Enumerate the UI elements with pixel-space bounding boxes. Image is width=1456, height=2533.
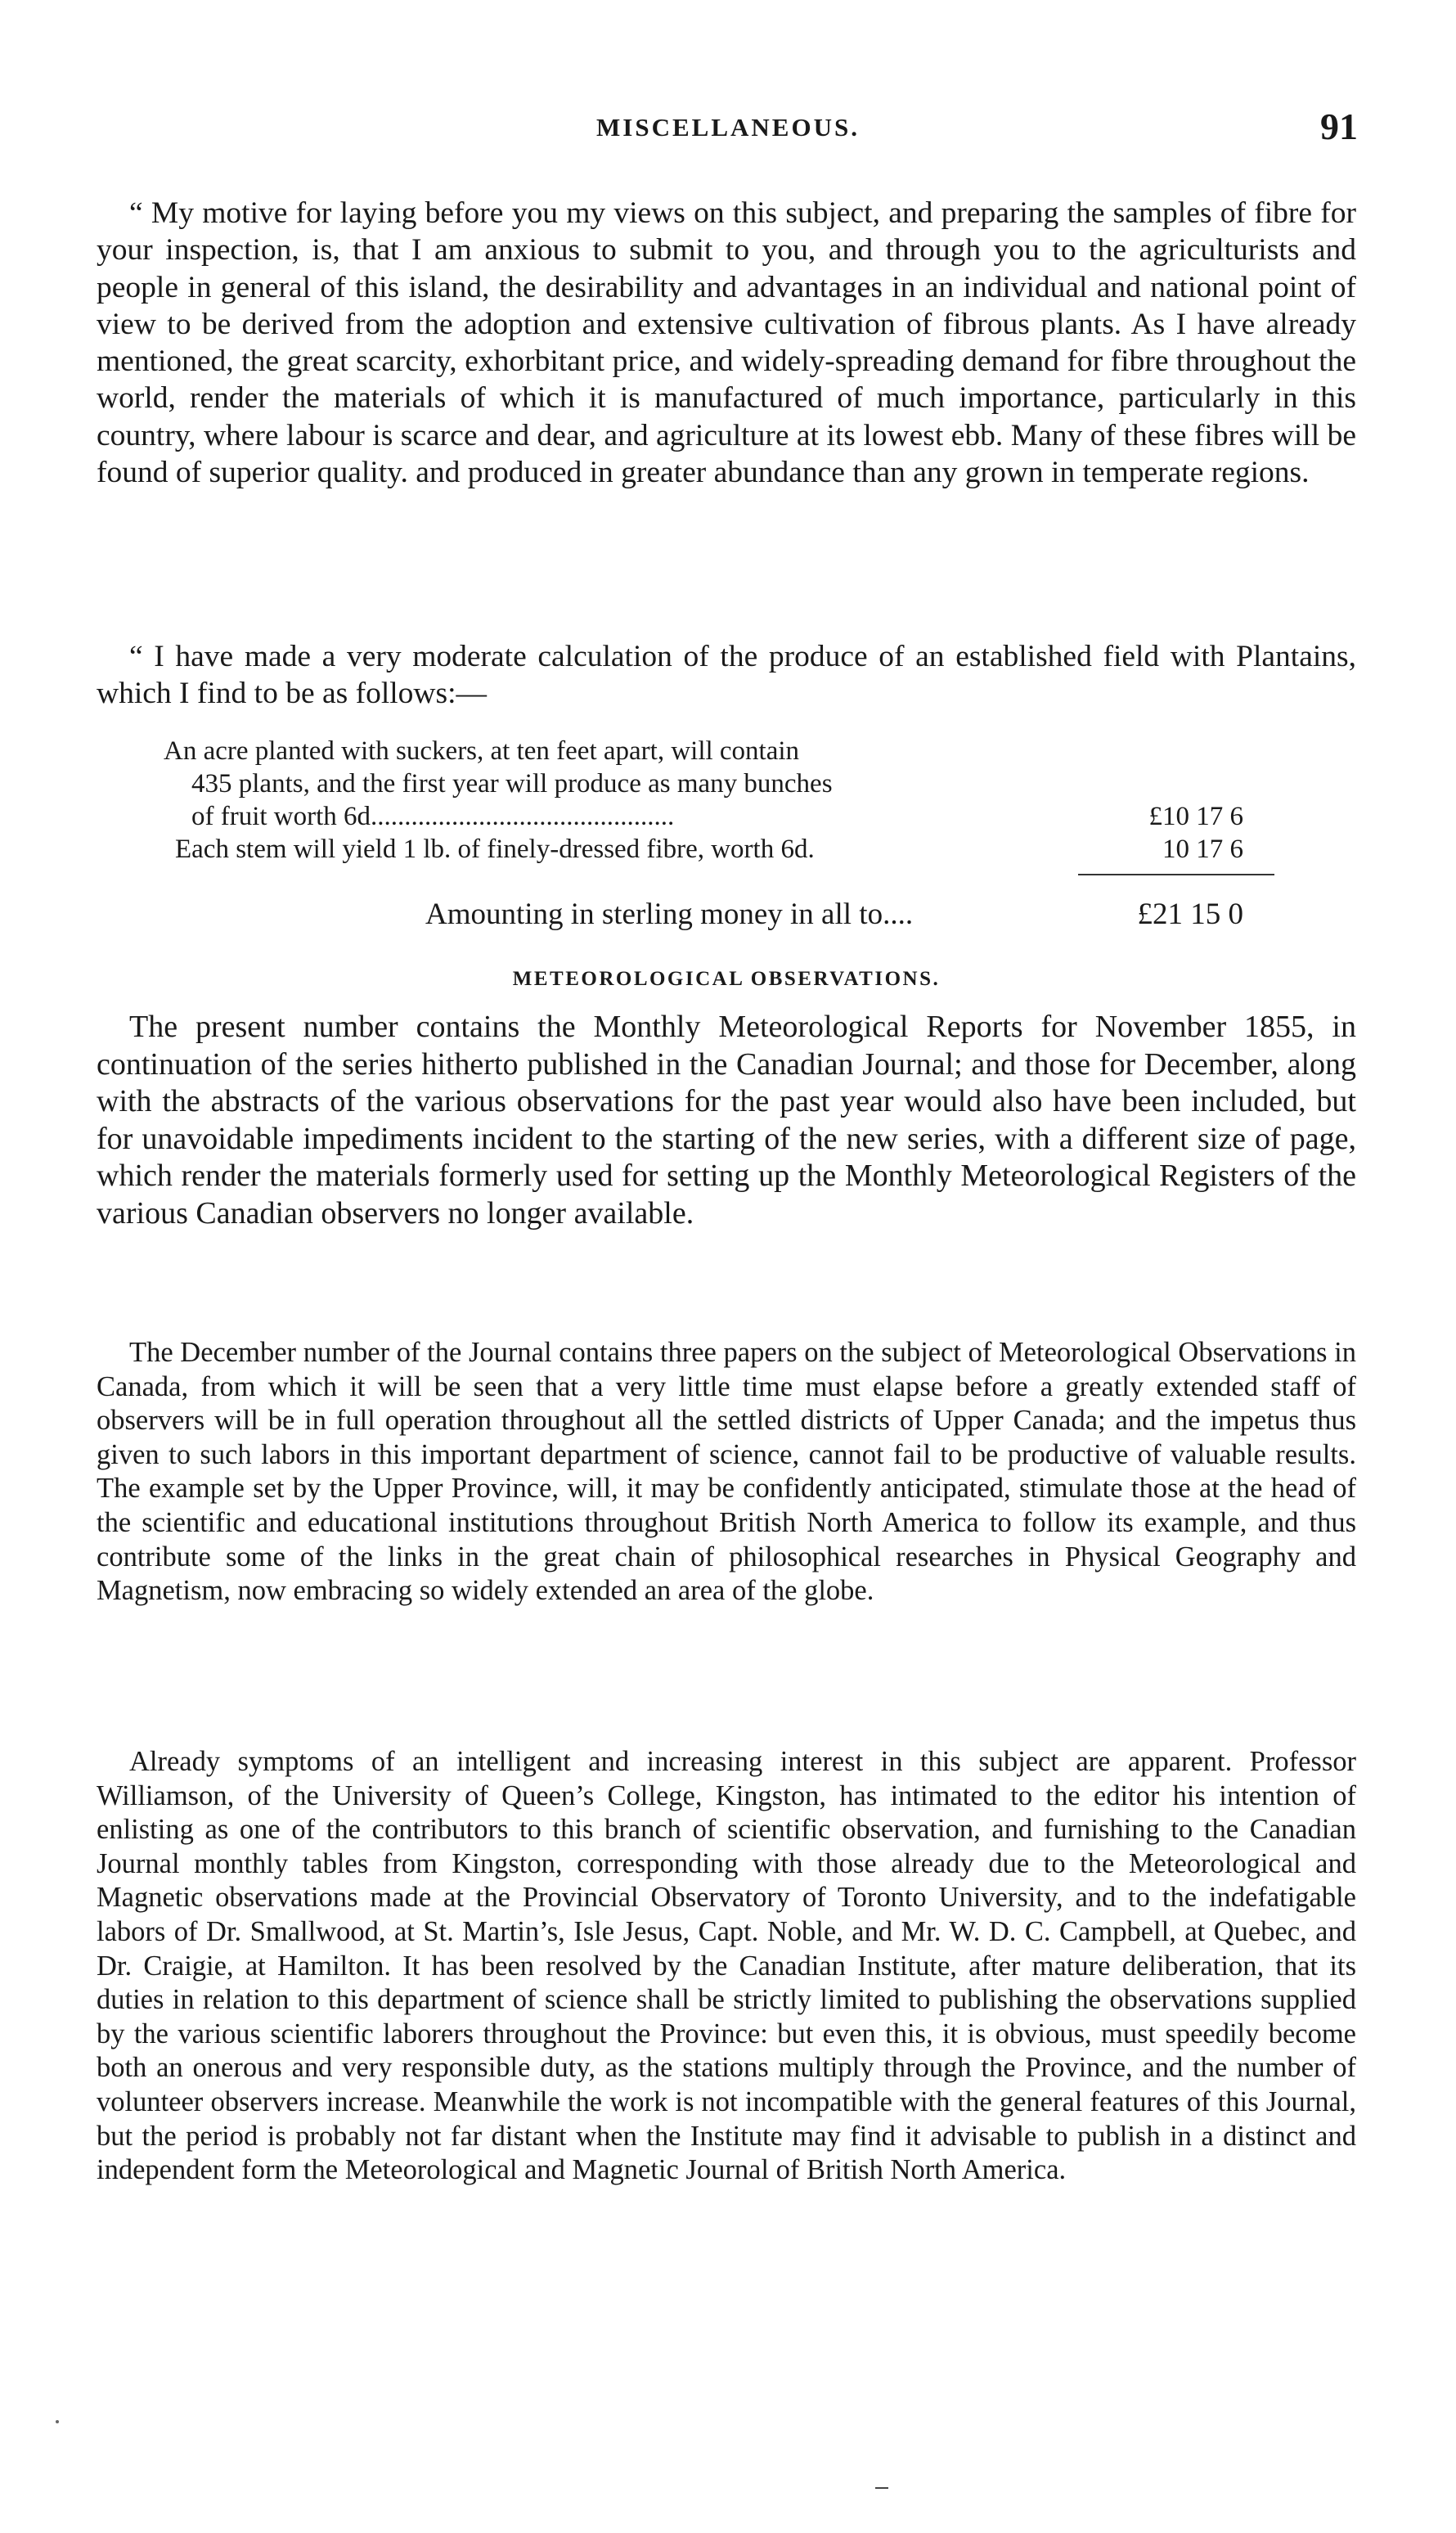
paragraph-plantain-calculation-intro: “ I have made a very moderate calculation of the produce of an established field with Plantains, which I find to be as follows:— [97, 640, 1356, 711]
calc-line-acre: An acre planted with suckers, at ten feet apart, will contain [164, 736, 800, 766]
calc-line-fibre: Each stem will yield 1 lb. of finely-dressed fibre, worth 6d. [175, 835, 815, 864]
paragraph-interest-symptoms: Already symptoms of an intelligent and increasing interest in this subject are apparent. Professor Williamson, of the University of Queen’s College, Kingston, has intimated to the editor his intention of enlisting as one of the contributors to this branch of scientific observation, and furnishing to the Canadian Journal monthly tables from Kingston, corresponding with those already due to the Meteorological and Magnetic observations made at the Provincial Observatory of Toronto University, and to the indefatigable labors of Dr. Smallwood, at St. Martin’s, Isle Jesus, Capt. Noble, and Mr. W. D. C. Campbell, at Quebec, and Dr. Craigie, at Hamilton. It has been resolved by the Canadian Institute, after mature deliberation, that its duties in relation to this department of science shall be strictly limited to publishing the observations supplied by the various scientific laborers throughout the Province: but even this, it is obvious, must speedily become both an onerous and very responsible duty, as the stations multiply through the Province, and the number of volunteer observers increase. Meanwhile the work is not incompatible with the general features of this Journal, but the period is probably not far distant when the Institute may find it advisable to publish in a distinct and independent form the Meteorological and Magnetic Journal of British North America. [97, 1746, 1356, 2186]
calc-line-plants: 435 plants, and the first year will produce as many bunches [191, 769, 833, 799]
calc-total-label: Amounting in sterling money in all to.... [425, 898, 914, 931]
section-heading: METEOROLOGICAL OBSERVATIONS. [512, 968, 941, 990]
page-header [90, 105, 1366, 162]
sum-rule [1078, 874, 1274, 875]
page-number: 91 [1320, 106, 1358, 147]
calc-line-fruit: of fruit worth 6d............................................. [191, 802, 675, 831]
paragraph-december-number: The December number of the Journal contains three papers on the subject of Meteorological Observations in Canada, from which it will be seen that a very little time must elapse before a greatly extended staff of observers will be in full operation throughout all the settled districts of Upper Canada; and the impetus thus given to such labors in this important department of science, cannot fail to be productive of valuable results. The example set by the Upper Province, will, it may be confidently anticipated, stimulate those at the head of the scientific and educational institutions throughout British North America to follow its example, and thus contribute some of the links in the great chain of philosophical researches in Physical Geography and Magnetism, now embracing so widely extended an area of the globe. [97, 1337, 1356, 1607]
print-dash-mark [875, 2487, 888, 2489]
paragraph-fibre-motive: “ My motive for laying before you my views on this subject, and preparing the samples of fibre for your inspection, is, that I am anxious to submit to you, and through you to the agriculturists and people in general of this island, the desirability and advantages in an individual and national point of view to be derived from the adoption and extensive cultivation of fibrous plants. As I have already mentioned, the great scarcity, exhorbitant price, and widely-spreading demand for fibre throughout the world, render the materials of which it is manufactured of much importance, particularly in this country, where labour is scarce and dear, and agriculture at its lowest ebb. Many of these fibres will be found of superior quality. and produced in greater abundance than any grown in temperate regions. [97, 196, 1356, 490]
calc-amount-fruit: £10 17 6 [1148, 802, 1243, 831]
running-head: MISCELLANEOUS. [596, 113, 860, 142]
calc-amount-fibre: 10 17 6 [1162, 835, 1243, 864]
calc-total-amount: £21 15 0 [1137, 898, 1243, 931]
print-speck [56, 2420, 59, 2423]
paragraph-monthly-reports: The present number contains the Monthly Meteorological Reports for November 1855, in continuation of the series hitherto published in the Canadian Journal; and those for December, along with the abstracts of the various observations for the past year would also have been included, but for unavoidable impediments incident to the starting of the new series, with a different size of page, which render the materials formerly used for setting up the Monthly Meteorological Registers of the various Canadian observers no longer available. [97, 1010, 1356, 1231]
